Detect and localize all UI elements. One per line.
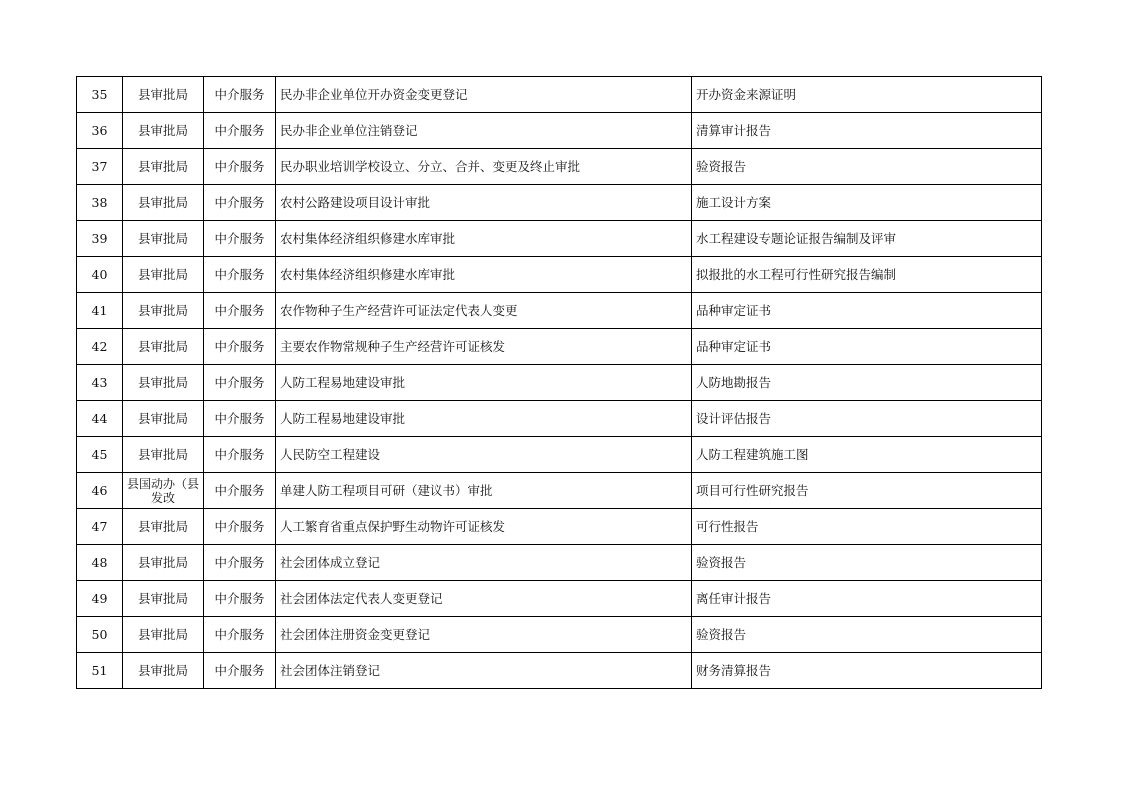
department-cell: 县审批局	[123, 509, 204, 545]
department-cell: 县审批局	[123, 365, 204, 401]
approval-item-cell: 人民防空工程建设	[276, 437, 692, 473]
department-cell: 县审批局	[123, 401, 204, 437]
required-material-cell: 可行性报告	[692, 509, 1042, 545]
department-cell: 县审批局	[123, 437, 204, 473]
department-cell: 县审批局	[123, 545, 204, 581]
table-row	[77, 77, 1042, 113]
required-material-cell: 品种审定证书	[692, 329, 1042, 365]
approval-item-cell: 农村集体经济组织修建水库审批	[276, 257, 692, 293]
required-material-cell: 清算审计报告	[692, 113, 1042, 149]
table-row	[77, 329, 1042, 365]
required-material-cell: 开办资金来源证明	[692, 77, 1042, 113]
service-type-cell: 中介服务	[204, 365, 276, 401]
row-number: 35	[77, 77, 123, 113]
row-number: 49	[77, 581, 123, 617]
required-material-cell: 施工设计方案	[692, 185, 1042, 221]
approval-item-cell: 民办职业培训学校设立、分立、合并、变更及终止审批	[276, 149, 692, 185]
row-number: 47	[77, 509, 123, 545]
approval-item-cell: 社会团体成立登记	[276, 545, 692, 581]
row-number: 43	[77, 365, 123, 401]
required-material-cell: 人防工程建筑施工图	[692, 437, 1042, 473]
table-row	[77, 509, 1042, 545]
department-cell: 县审批局	[123, 617, 204, 653]
approval-item-cell: 人工繁育省重点保护野生动物许可证核发	[276, 509, 692, 545]
service-type-cell: 中介服务	[204, 221, 276, 257]
service-type-cell: 中介服务	[204, 653, 276, 689]
approval-item-cell: 农村公路建设项目设计审批	[276, 185, 692, 221]
table-row	[77, 617, 1042, 653]
required-material-cell: 人防地勘报告	[692, 365, 1042, 401]
service-type-cell: 中介服务	[204, 149, 276, 185]
table-row	[77, 185, 1042, 221]
required-material-cell: 离任审计报告	[692, 581, 1042, 617]
row-number: 46	[77, 473, 123, 509]
required-material-cell: 水工程建设专题论证报告编制及评审	[692, 221, 1042, 257]
approval-item-cell: 农村集体经济组织修建水库审批	[276, 221, 692, 257]
service-type-cell: 中介服务	[204, 581, 276, 617]
department-cell: 县审批局	[123, 221, 204, 257]
service-type-cell: 中介服务	[204, 113, 276, 149]
approval-item-cell: 社会团体法定代表人变更登记	[276, 581, 692, 617]
row-number: 38	[77, 185, 123, 221]
row-number: 36	[77, 113, 123, 149]
service-type-cell: 中介服务	[204, 617, 276, 653]
table-row	[77, 293, 1042, 329]
row-number: 45	[77, 437, 123, 473]
table-row	[77, 149, 1042, 185]
row-number: 41	[77, 293, 123, 329]
required-material-cell: 财务清算报告	[692, 653, 1042, 689]
approval-item-cell: 社会团体注册资金变更登记	[276, 617, 692, 653]
approval-item-cell: 民办非企业单位开办资金变更登记	[276, 77, 692, 113]
service-type-cell: 中介服务	[204, 185, 276, 221]
department-cell: 县审批局	[123, 257, 204, 293]
table-row	[77, 257, 1042, 293]
department-cell: 县国动办（县发改	[123, 473, 204, 509]
table-row	[77, 437, 1042, 473]
services-table	[76, 76, 1042, 689]
approval-item-cell: 单建人防工程项目可研（建议书）审批	[276, 473, 692, 509]
table-row	[77, 473, 1042, 509]
department-cell: 县审批局	[123, 185, 204, 221]
table-row	[77, 113, 1042, 149]
service-type-cell: 中介服务	[204, 329, 276, 365]
department-cell: 县审批局	[123, 581, 204, 617]
approval-item-cell: 社会团体注销登记	[276, 653, 692, 689]
department-cell: 县审批局	[123, 653, 204, 689]
table-body	[77, 77, 1042, 689]
approval-item-cell: 主要农作物常规种子生产经营许可证核发	[276, 329, 692, 365]
required-material-cell: 项目可行性研究报告	[692, 473, 1042, 509]
department-cell: 县审批局	[123, 329, 204, 365]
row-number: 39	[77, 221, 123, 257]
row-number: 40	[77, 257, 123, 293]
required-material-cell: 验资报告	[692, 617, 1042, 653]
row-number: 37	[77, 149, 123, 185]
row-number: 44	[77, 401, 123, 437]
service-type-cell: 中介服务	[204, 77, 276, 113]
service-type-cell: 中介服务	[204, 473, 276, 509]
department-cell: 县审批局	[123, 113, 204, 149]
required-material-cell: 验资报告	[692, 149, 1042, 185]
service-type-cell: 中介服务	[204, 401, 276, 437]
required-material-cell: 设计评估报告	[692, 401, 1042, 437]
row-number: 51	[77, 653, 123, 689]
department-cell: 县审批局	[123, 149, 204, 185]
service-type-cell: 中介服务	[204, 509, 276, 545]
table-row	[77, 545, 1042, 581]
row-number: 42	[77, 329, 123, 365]
table-row	[77, 221, 1042, 257]
required-material-cell: 验资报告	[692, 545, 1042, 581]
service-type-cell: 中介服务	[204, 293, 276, 329]
approval-item-cell: 农作物种子生产经营许可证法定代表人变更	[276, 293, 692, 329]
department-cell: 县审批局	[123, 77, 204, 113]
service-type-cell: 中介服务	[204, 545, 276, 581]
approval-item-cell: 民办非企业单位注销登记	[276, 113, 692, 149]
row-number: 50	[77, 617, 123, 653]
required-material-cell: 品种审定证书	[692, 293, 1042, 329]
table-row	[77, 581, 1042, 617]
row-number: 48	[77, 545, 123, 581]
table-row	[77, 401, 1042, 437]
service-type-cell: 中介服务	[204, 257, 276, 293]
approval-item-cell: 人防工程易地建设审批	[276, 365, 692, 401]
table-row	[77, 653, 1042, 689]
table-row	[77, 365, 1042, 401]
department-cell: 县审批局	[123, 293, 204, 329]
approval-item-cell: 人防工程易地建设审批	[276, 401, 692, 437]
service-type-cell: 中介服务	[204, 437, 276, 473]
required-material-cell: 拟报批的水工程可行性研究报告编制	[692, 257, 1042, 293]
